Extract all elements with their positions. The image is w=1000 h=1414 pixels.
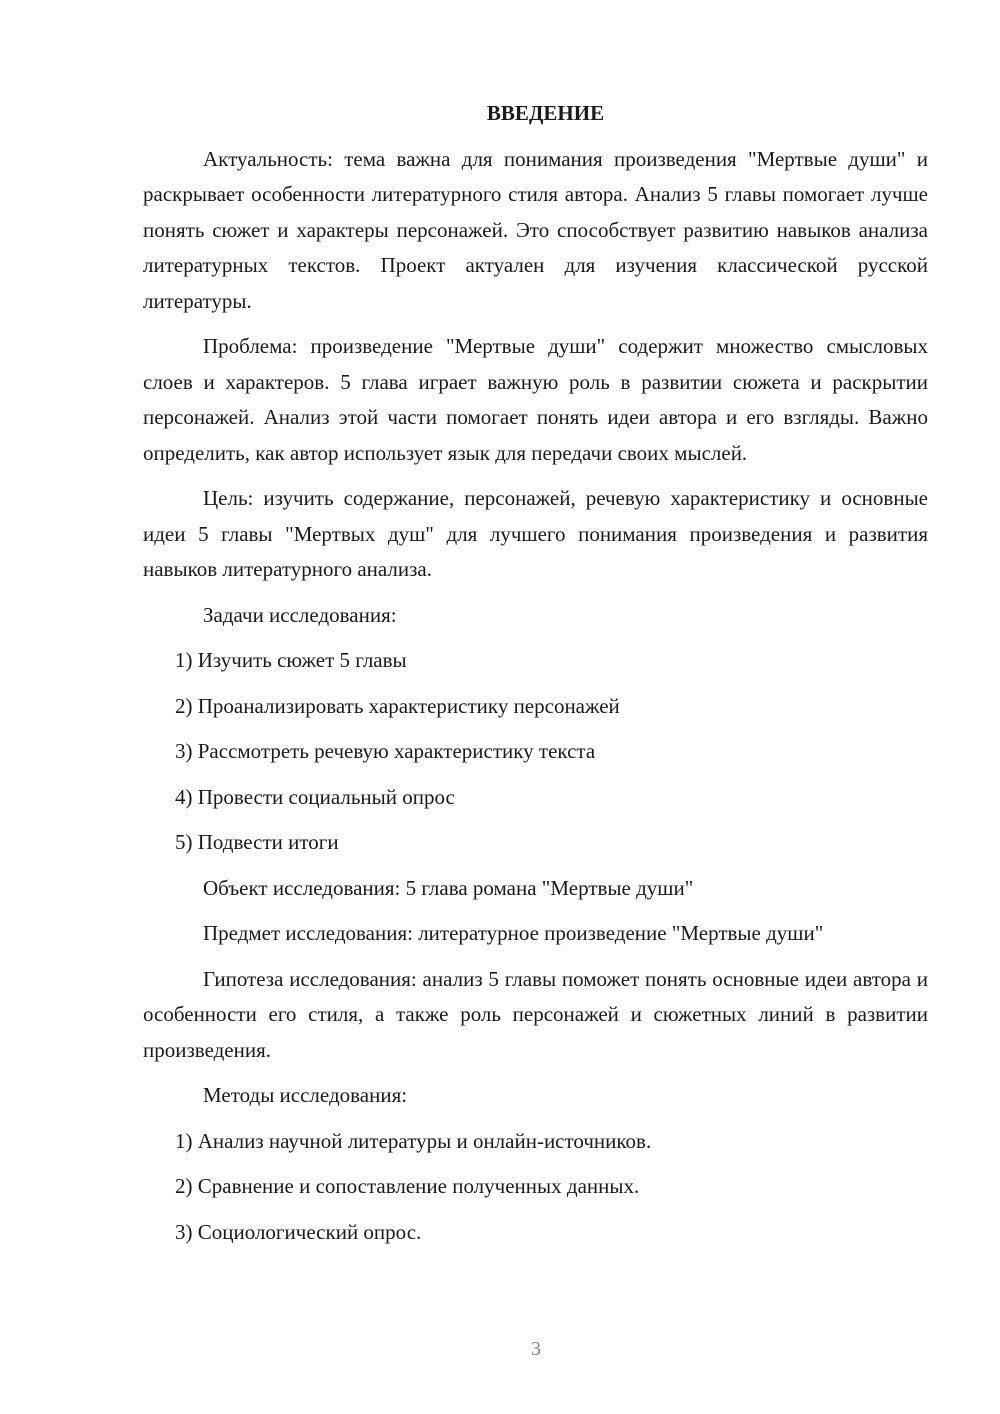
method-item: 2) Сравнение и сопоставление полученных данных. <box>175 1174 640 1198</box>
goal-paragraph: Цель: изучить содержание, персонажей, речевую характеристику и основные идеи 5 главы "Мертвых душ" для лучшего понимания произведения и развития навыков литературного анализа. <box>143 486 928 581</box>
task-item: 1) Изучить сюжет 5 главы <box>175 648 407 672</box>
subject-paragraph: Предмет исследования: литературное произведение "Мертвые души" <box>203 921 824 945</box>
task-item: 2) Проанализировать характеристику персонажей <box>175 693 620 718</box>
method-item: 3) Социологический опрос. <box>175 1219 422 1244</box>
methods-list <box>143 1124 928 1251</box>
tasks-heading: Задачи исследования: <box>203 602 397 627</box>
methods-heading: Методы исследования: <box>203 1083 408 1107</box>
tasks-list <box>143 643 928 861</box>
section-title: ВВЕДЕНИЕ <box>486 101 605 125</box>
page-content <box>143 96 928 1260</box>
task-item: 3) Рассмотреть речевую характеристику текста <box>175 739 596 763</box>
object-paragraph: Объект исследования: 5 глава романа "Мертвые души" <box>203 875 694 900</box>
page-number: 3 <box>531 1338 541 1360</box>
task-item: 5) Подвести итоги <box>175 830 339 854</box>
hypothesis-paragraph: Гипотеза исследования: анализ 5 главы поможет понять основные идеи автора и особенности его стиля, а также роль персонажей и сюжетных линий в развитии произведения. <box>143 966 928 1062</box>
method-item: 1) Анализ научной литературы и онлайн-источников. <box>175 1128 652 1153</box>
task-item: 4) Провести социальный опрос <box>175 784 455 809</box>
problem-paragraph: Проблема: произведение "Мертвые души" содержит множество смысловых слоев и характеров. 5 глава играет важную роль в развитии сюжета и раскрытии персонажей. Анализ этой части помогает понять идеи автора и его взгляды. Важно определить, как автор использует язык для передачи своих мыслей. <box>143 334 928 465</box>
relevance-paragraph: Актуальность: тема важна для понимания произведения "Мертвые души" и раскрывает особенности литературного стиля автора. Анализ 5 главы помогает лучше понять сюжет и характеры персонажей. Это способствует развитию навыков анализа литературных текстов. Проект актуален для изучения классической русской литературы. <box>143 146 928 313</box>
